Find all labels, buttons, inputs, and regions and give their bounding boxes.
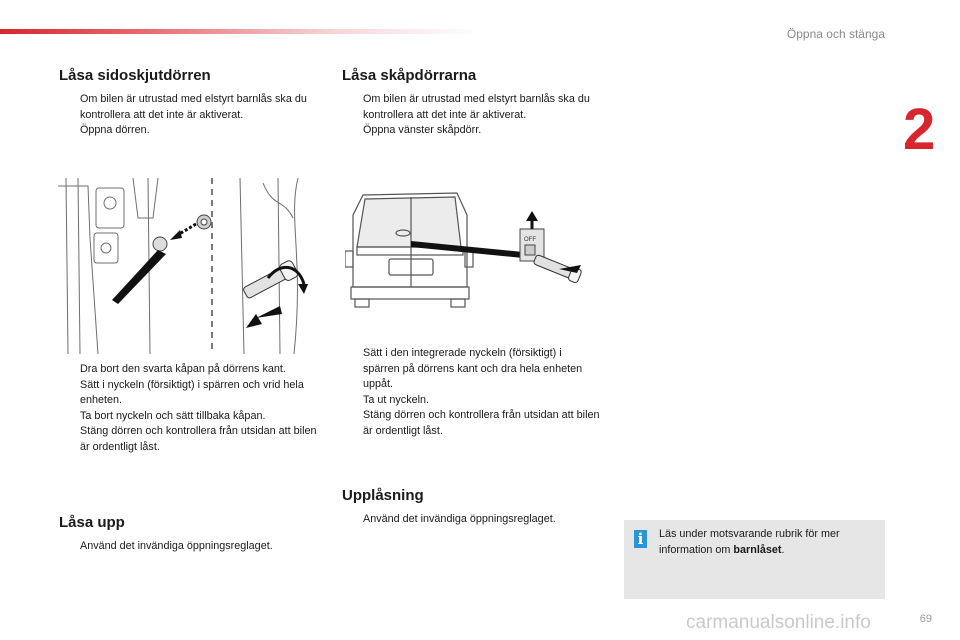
list-item: Öppna dörren. [80, 124, 150, 136]
list-item: Sätt i nyckeln (försiktigt) i spärren och vrid hela enheten. [80, 378, 304, 406]
left-unlock-list [59, 539, 321, 555]
section-label: Öppna och stänga [786, 27, 885, 41]
info-box [624, 520, 885, 599]
middle-steps-list [342, 346, 600, 439]
left-steps-list [59, 362, 321, 455]
list-item: Stäng dörren och kontrollera från utsidan att bilen är ordentligt låst. [363, 409, 600, 437]
rear-doors-lock-illustration [345, 185, 595, 310]
left-intro-list [59, 92, 314, 139]
list-item: Om bilen är utrustad med elstyrt barnlås ska du kontrollera att det inte är aktiverat. [363, 93, 590, 121]
list-item: Ta bort nyckeln och sätt tillbaka kåpan. [80, 409, 266, 422]
list-item: Använd det invändiga öppningsreglaget. [80, 540, 273, 552]
list-item: Öppna vänster skåpdörr. [363, 124, 482, 136]
header-accent-bar [0, 29, 480, 34]
info-icon: i [634, 530, 647, 548]
info-bold-term: barnlåset [733, 543, 782, 556]
chapter-number: 2 [903, 97, 936, 162]
sliding-door-lock-illustration [58, 178, 318, 354]
heading-unlock: Låsa upp [59, 514, 125, 531]
list-item: Dra bort den svarta kåpan på dörrens kant. [80, 363, 286, 375]
info-text: Läs under motsvarande rubrik för mer information om barnlåset. [659, 528, 840, 556]
heading-lock-rear-doors: Låsa skåpdörrarna [342, 67, 477, 84]
off-label: OFF [524, 237, 536, 243]
list-item: Stäng dörren och kontrollera från utsidan att bilen är ordentligt låst. [80, 425, 317, 453]
watermark: carmanualsonline.info [686, 612, 871, 633]
heading-unlocking: Upplåsning [342, 487, 424, 504]
middle-unlock-list [342, 512, 604, 528]
list-item: Sätt i den integrerade nyckeln (försiktigt) i spärren på dörrens kant och dra hela enheten uppåt. [363, 347, 583, 390]
list-item: Om bilen är utrustad med elstyrt barnlås ska du kontrollera att det inte är aktiverat. [80, 93, 307, 121]
list-item: Ta ut nyckeln. [363, 393, 430, 406]
middle-intro-list [342, 92, 597, 139]
list-item: Använd det invändiga öppningsreglaget. [363, 513, 556, 525]
page-number: 69 [919, 613, 932, 625]
heading-lock-sliding-door: Låsa sidoskjutdörren [59, 67, 211, 84]
